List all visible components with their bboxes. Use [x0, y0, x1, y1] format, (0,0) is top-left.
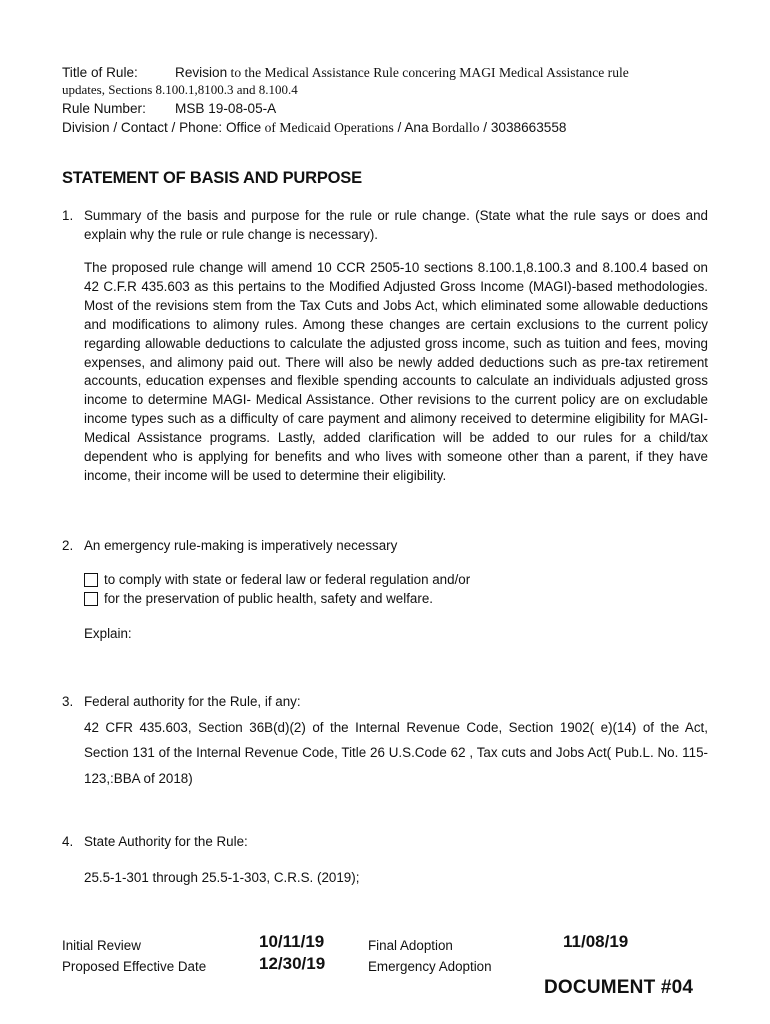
section-2-question: An emergency rule-making is imperatively necessary: [84, 538, 398, 553]
separator: /: [479, 120, 491, 135]
contact-last-name: Bordallo: [428, 120, 480, 135]
title-text: to the Medical Assistance Rule concering MAGI Medical Assistance rule: [227, 65, 629, 80]
section-3-answer: 42 CFR 435.603, Section 36B(d)(2) of the Internal Revenue Code, Section 1902( e)(14) of the Act, Section 131 of the Internal Revenue Code, Title 26 U.S.Code 62 , Tax cuts and Jobs Act( Pub.L. No. 115-123,:BBA of 2018): [84, 720, 708, 786]
checkbox[interactable]: [84, 573, 98, 587]
office-word: Office: [225, 120, 262, 135]
checkbox-label: to comply with state or federal law or federal regulation and/or: [104, 572, 471, 587]
title-of-rule-line-2: updates, Sections 8.100.1,8100.3 and 8.100.4: [62, 82, 298, 97]
section-4-number: 4.: [62, 834, 74, 849]
title-word: Revision: [175, 65, 228, 80]
title-of-rule-label: Title of Rule:: [62, 65, 138, 80]
section-1-number: 1.: [62, 208, 74, 223]
emergency-option-law[interactable]: [84, 570, 470, 589]
explain-label: Explain:: [84, 626, 132, 641]
page-heading: STATEMENT OF BASIS AND PURPOSE: [62, 169, 362, 187]
section-3-question: Federal authority for the Rule, if any:: [84, 694, 301, 709]
final-adoption-date: 11/08/19: [563, 932, 629, 951]
emergency-option-health[interactable]: [84, 589, 433, 608]
proposed-effective-date-label: Proposed Effective Date: [62, 959, 207, 974]
section-1-question: Summary of the basis and purpose for the rule or rule change. (State what the rule says or does and explain why the rule or rule change is necessary).: [84, 208, 708, 242]
checkbox-label: for the preservation of public health, safety and welfare.: [104, 591, 434, 606]
section-2-number: 2.: [62, 538, 74, 553]
section-3-number: 3.: [62, 694, 74, 709]
separator: /: [393, 120, 405, 135]
rule-number-label: Rule Number:: [62, 101, 146, 116]
section-4-question: State Authority for the Rule:: [84, 834, 248, 849]
rule-number-line: [62, 100, 722, 118]
contact-first-name: Ana: [404, 120, 429, 135]
proposed-effective-date: 12/30/19: [259, 954, 326, 973]
initial-review-date: 10/11/19: [259, 932, 325, 951]
initial-review-label: Initial Review: [62, 938, 141, 953]
section-1-answer: The proposed rule change will amend 10 CCR 2505-10 sections 8.100.1,8.100.3 and 8.100.4 based on 42 C.F.R 435.603 as this pertains to the Modified Adjusted Gross Income (MAGI)-based methodologies. Most of the revisions stem from the Tax Cuts and Jobs Act, which eliminated some allowable deductions and modifications to alimony rules. Among these changes are certain exclusions to the current policy regarding allowable deductions to calculate the adjusted gross income, such as tuition and fees, moving expenses, and alimony paid out. There will also be newly added deductions such as pre-tax retirement accounts, education expenses and flexible spending accounts to calculate an individuals adjusted gross income to determine MAGI- Medical Assistance. Other revisions to the current policy are on excludable income types such as a difficulty of care payment and alimony received to determine eligibility for MAGI-Medical Assistance programs. Lastly, added clarification will be added to our rules for a child/tax dependent who is applying for benefits and who lives with someone other than a parent, if they have income, their income will be used to determine their eligibility.: [84, 260, 708, 483]
checkbox[interactable]: [84, 592, 98, 606]
contact-label: Division / Contact / Phone:: [62, 120, 223, 135]
office-text: of Medicaid Operations: [261, 120, 394, 135]
emergency-adoption-label: Emergency Adoption: [368, 959, 492, 974]
document-number: DOCUMENT #04: [544, 977, 694, 998]
title-of-rule-line: [62, 64, 722, 82]
rule-number: MSB 19-08-05-A: [175, 101, 277, 116]
final-adoption-label: Final Adoption: [368, 938, 453, 953]
phone-number: 3038663558: [490, 120, 567, 135]
contact-line: [62, 119, 722, 137]
section-4-answer: 25.5-1-301 through 25.5-1-303, C.R.S. (2019);: [84, 870, 360, 885]
